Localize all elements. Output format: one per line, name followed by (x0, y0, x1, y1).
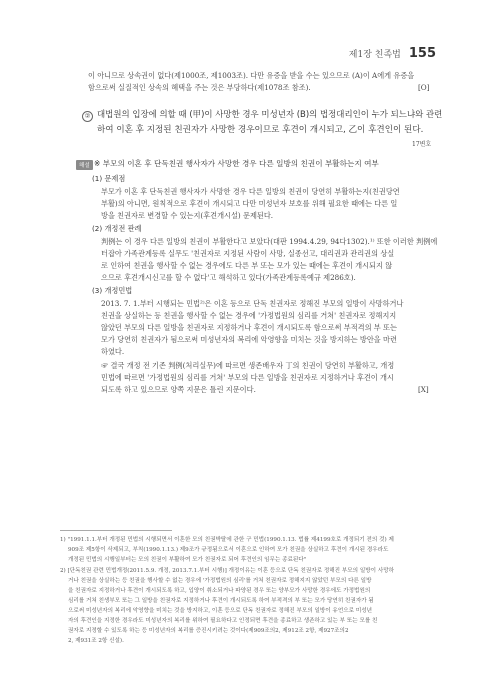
footnote-line: 2) [단독친권 관련 민법개정(2011.5.9. 개정, 2013.7.1.부터 시행)] 개정이유는 이혼 등으로 단독 친권자로 정해진 부모의 일방이 사망하 (60, 568, 395, 574)
item-line: 判例는 이 경우 다른 일방의 친권이 부활한다고 보았다(대판 1994.4.29, 94다1302).¹⁾ 또한 이러한 判例에 (101, 237, 438, 246)
intro-answer-mark: [O] (418, 83, 430, 92)
chapter-title: 제1장 친족법 (348, 50, 401, 60)
item-line: 으므로 후견개시신고를 할 수 없다'고 해석하고 있다(가족관계등록예규 제286호). (101, 273, 356, 282)
item-line: 2013. 7. 1.부터 시행되는 민법²⁾은 이혼 등으로 단독 친권자로 정해진 부모의 일방이 사망하거나 (101, 299, 404, 308)
page-number: 155 (408, 46, 436, 61)
explanation-badge: 해설 (76, 160, 93, 170)
item-line: 않았던 부모의 다른 일방을 친권자로 지정하거나 후견이 개시되도록 함으로써 부적격의 부 또는 (101, 323, 397, 332)
footnote-line: 자의 후견인을 지정한 경우라도 미성년자의 복리를 위하여 필요하다고 인정되면 후견을 종료하고 생존하고 있는 부 또는 모를 친 (68, 618, 378, 624)
item-line: 터잡아 가족관계등록 실무도 '친권자로 지정된 사람이 사망, 실종선고, 대리권과 관리권의 상실 (101, 249, 395, 258)
footnote-line: 개정된 민법의 시행일부터는 모의 친권이 부활하여 모가 친권자로 되어 후견인의 임무는 종료된다" (68, 557, 307, 563)
page-header (349, 46, 436, 61)
footnote-line: 권자로 지정할 수 있도록 하는 등 미성년자의 복리를 증진시키려는 것이다(제909조의2, 제912조 2항, 제927조의2 (68, 628, 349, 634)
item-line: 민법에 따르면 '가정법원의 심리를 거쳐' 부모의 다른 일방을 친권자로 지정하거나 후견이 개시 (101, 373, 394, 382)
item-answer-mark: [X] (418, 385, 429, 394)
item-line: 로 인하여 친권을 행사할 수 없는 경우에도 다른 부 또는 모가 있는 때에는 후견이 개시되지 않 (101, 261, 393, 270)
footnote-line: 2, 제931조 2항 신설). (68, 638, 124, 644)
footnote-line: 909조 제5항이 삭제되고, 부칙(1990.1.13.) 제9조가 규정됨으로서 이혼으로 인하여 모가 친권을 상실하고 후견이 개시된 경우라도 (68, 547, 389, 553)
intro-line: 이 아니므로 상속권이 없다(제1000조, 제1003조). 다만 유증을 받을 수는 있으므로 (A)이 A에게 유증을 (88, 71, 415, 80)
item-heading: (2) 개정전 판례 (92, 224, 142, 233)
item-line: 하였다. (101, 347, 125, 356)
item-line: 방을 친권자로 변경할 수 있는지(후견개시설) 문제된다. (101, 211, 274, 220)
footnote-line: 으로써 미성년자의 복리에 악영향을 미치는 것을 방지하고, 이혼 등으로 단독 친권자로 정해진 부모의 일방이 유언으로 미성년 (68, 608, 373, 614)
item-line: 부활)의 아니면, 원칙적으로 후견이 개시되고 다만 미성년자 보호를 위해 필요한 때에는 다른 일 (101, 199, 398, 208)
item-line: 친권을 상실하는 등 친권을 행사할 수 없는 경우에 '가정법원의 심리를 거쳐' 친권자로 정해지지 (101, 311, 397, 320)
footnote-line: 심리를 거쳐 친생부모 또는 그 일방을 친권자로 지정하거나 후견이 개시되도록 하여 부적격의 부 또는 모가 당연히 친권자가 됨 (68, 598, 374, 604)
footnote-line: 거나 친권을 상실하는 등 친권을 행사할 수 없는 경우에 '가정법원의 심리'를 거쳐 친권자로 정해지지 않았던 부모의 다른 일방 (68, 578, 372, 584)
item-line: 모가 당연히 친권자가 됨으로써 미성년자의 복리에 악영향을 미치는 것을 방지하는 방안을 마련 (101, 335, 397, 344)
footnote-line: 1) "1991.1.1.부터 개정된 민법의 시행되면서 이혼한 모의 친권박탈에 관한 구 민법(1990.1.13. 법률 제4199호로 개정되기 전의 것) 제 (60, 537, 394, 543)
section-title: ※ 부모의 이혼 후 단독친권 행사자가 사망한 경우 다른 일방의 친권이 부활하는지 여부 (94, 159, 379, 168)
item-line: ☞ 결국 개정 전 기존 判例(처리실무)에 따르면 생존배우자 丁의 친권이 당연히 부활하고, 개정 (101, 361, 395, 370)
question-source: 17변호 (412, 141, 432, 148)
question-line: 대법원의 입장에 의할 때 (甲)이 사망한 경우 미성년자 (B)의 법정대리인이 누가 되느냐와 관련 (97, 110, 443, 120)
footnote-divider (60, 530, 172, 531)
item-heading: (3) 개정민법 (92, 286, 133, 295)
question-number: ② (82, 111, 93, 122)
question-line: 하여 이혼 후 지정된 친권자가 사망한 경우이므로 후견이 개시되고, 乙이 후견인이 된다. (97, 125, 424, 135)
item-line: 되도록 하고 있으므로 양쪽 지문은 틀린 지문이다. (101, 385, 256, 394)
intro-line: 함으로써 실질적인 상속의 혜택을 주는 것은 부당하다(제1078조 참조). (88, 83, 311, 92)
item-line: 부모가 이혼 후 단독친권 행사자가 사망한 경우 다른 일방의 친권이 당연히 부활하는지(친권당연 (101, 187, 400, 196)
footnote-line: 을 친권자로 지정하거나 후견이 개시되도록 하고, 입양이 취소되거나 파양된 경우 또는 양부모가 사망한 경우에도 가정법원의 (68, 588, 371, 594)
item-heading: (1) 문제점 (92, 174, 126, 183)
